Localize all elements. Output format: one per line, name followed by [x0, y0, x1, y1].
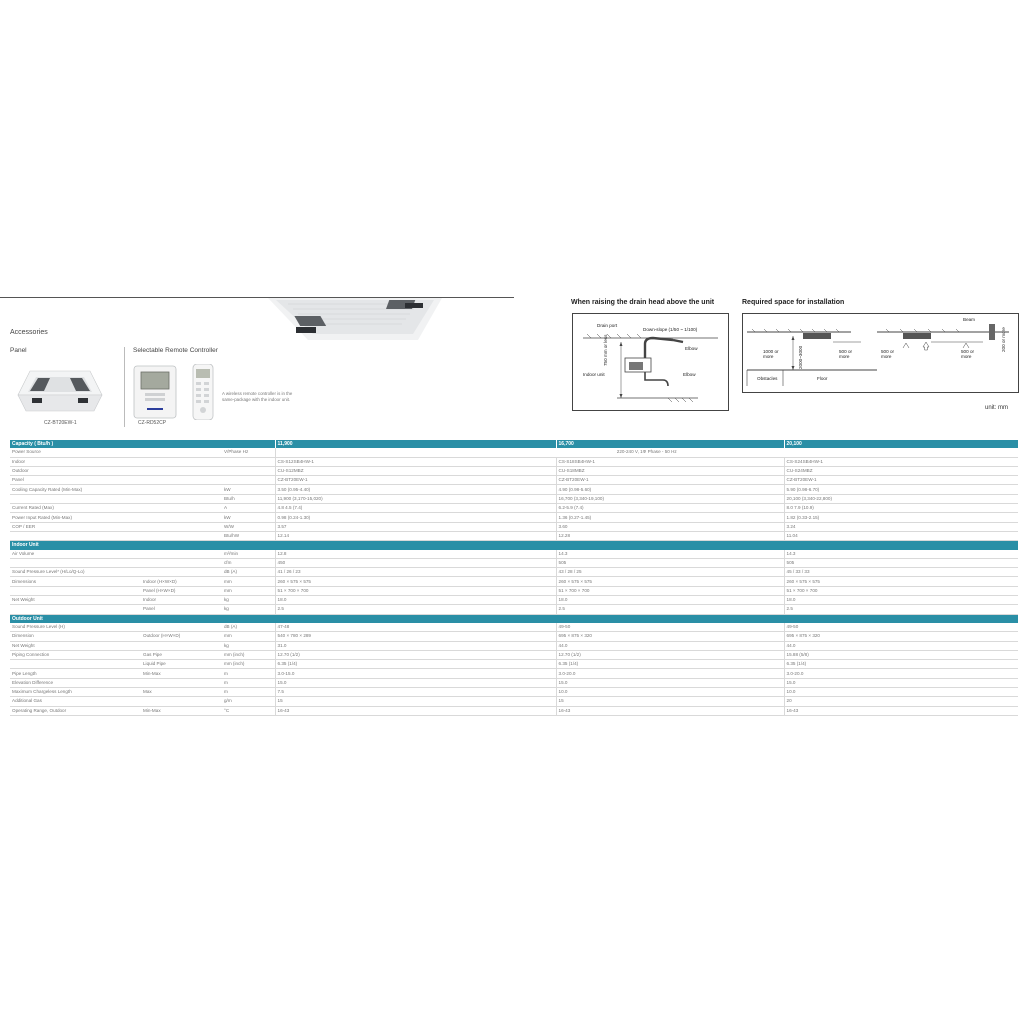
table-cell: 2.5 — [275, 605, 556, 614]
table-cell: 44.0 — [556, 641, 784, 650]
table-cell: 16,700 — [556, 440, 784, 448]
table-row — [10, 586, 1018, 595]
table-cell: 12.14 — [275, 531, 556, 540]
table-cell: m — [222, 669, 275, 678]
table-cell: Outdoor (H×W×D) — [141, 632, 222, 641]
table-cell: mm — [222, 577, 275, 586]
table-cell — [10, 586, 141, 595]
table-cell: Liquid Pipe — [141, 660, 222, 669]
table-cell: 3.0-15.0 — [275, 669, 556, 678]
space-2000-label: 2000~3000 — [798, 345, 803, 369]
table-row — [10, 650, 1018, 659]
table-cell: CS-S12SB4HW-1 — [275, 457, 556, 466]
table-cell: Current Rated (Max) — [10, 504, 222, 513]
table-cell — [10, 494, 222, 503]
table-row — [10, 678, 1018, 687]
table-cell: 16-43 — [784, 706, 1018, 715]
table-row — [10, 513, 1018, 522]
table-cell: Net Weight — [10, 596, 141, 605]
space-500a-label: 500 or more — [839, 349, 853, 359]
table-cell: CZ-BT20EW-1 — [784, 476, 1018, 485]
spec-table — [10, 440, 1018, 716]
table-row — [10, 632, 1018, 641]
table-row — [10, 660, 1018, 669]
table-cell: 18.0 — [275, 596, 556, 605]
table-row — [10, 457, 1018, 466]
remote-model: CZ-RD52CP — [138, 420, 167, 426]
table-cell: Sound Pressure Level* (H/Lo/Q-Lo) — [10, 568, 222, 577]
drain-diagram — [572, 313, 729, 411]
table-cell: Indoor — [141, 596, 222, 605]
table-cell: kW — [222, 513, 275, 522]
table-row — [10, 550, 1018, 559]
table-cell: Operating Range, Outdoor — [10, 706, 141, 715]
table-cell: 695 × 875 × 320 — [556, 632, 784, 641]
table-row — [10, 504, 1018, 513]
down-slope-label: Down-slope (1/50 ~ 1/100) — [643, 327, 698, 332]
table-cell: Power Input Rated (Min-Max) — [10, 513, 222, 522]
table-row — [10, 466, 1018, 475]
table-cell: 6.35 (1/4) — [556, 660, 784, 669]
table-cell: Indoor Unit — [10, 541, 1018, 550]
space-diagram — [742, 313, 1019, 393]
table-cell: g/m — [222, 697, 275, 706]
table-cell: CZ-BT20EW-1 — [275, 476, 556, 485]
table-cell: 5.90 (0.98-6.70) — [784, 485, 1018, 494]
table-cell: CU-S12MBZ — [275, 466, 556, 475]
table-cell: 260 × 575 × 575 — [784, 577, 1018, 586]
table-cell: 41 / 26 / 23 — [275, 568, 556, 577]
table-cell: 6.2-5.9 (7.4) — [556, 504, 784, 513]
table-cell: 20,100 — [784, 440, 1018, 448]
space-diagram-title: Required space for installation — [742, 299, 845, 306]
table-cell: kW — [222, 485, 275, 494]
table-cell: 1.82 (0.33-2.15) — [784, 513, 1018, 522]
table-cell: Dimension — [10, 632, 141, 641]
table-cell: 450 — [275, 558, 556, 567]
table-cell — [10, 531, 222, 540]
table-row — [10, 697, 1018, 706]
drain-port-label: Drain port — [597, 323, 618, 328]
table-cell: COP / EER — [10, 522, 222, 531]
cassette-unit-photo — [268, 298, 442, 340]
table-cell: CS-S24SB4HW-1 — [784, 457, 1018, 466]
table-cell: Maximum Chargeless Length — [10, 688, 141, 697]
unit-note: unit: mm — [985, 405, 1009, 411]
table-cell: Air Volume — [10, 550, 222, 559]
table-cell: Max — [141, 688, 222, 697]
table-cell: Panel — [10, 476, 275, 485]
table-cell: m — [222, 678, 275, 687]
table-cell: 20 — [784, 697, 1018, 706]
table-cell: 16,700 (3,340-19,100) — [556, 494, 784, 503]
table-cell: 20,100 (3,340-22,800) — [784, 494, 1018, 503]
table-cell: 14.3 — [556, 550, 784, 559]
table-row — [10, 476, 1018, 485]
table-cell: mm — [222, 586, 275, 595]
obstacles-label: Obstacles — [757, 376, 778, 381]
table-cell: CU-S18MBZ — [556, 466, 784, 475]
table-cell: CZ-BT20EW-1 — [556, 476, 784, 485]
table-cell: A — [222, 504, 275, 513]
table-row — [10, 531, 1018, 540]
table-cell: 44.0 — [784, 641, 1018, 650]
table-cell: Power Source — [10, 448, 222, 457]
table-cell: 51 × 700 × 700 — [784, 586, 1018, 595]
elbow-label-top: Elbow — [685, 346, 698, 351]
table-cell: 540 × 780 × 289 — [275, 632, 556, 641]
table-row — [10, 577, 1018, 586]
table-cell: Dimensions — [10, 577, 141, 586]
table-cell: 51 × 700 × 700 — [275, 586, 556, 595]
table-cell: 1.36 (0.27-1.45) — [556, 513, 784, 522]
table-cell: 16-43 — [275, 706, 556, 715]
table-cell: Pipe Length — [10, 669, 141, 678]
table-row — [10, 605, 1018, 614]
table-section-header — [10, 440, 1018, 448]
table-cell: 4.90 (0.98-5.60) — [556, 485, 784, 494]
table-cell: kg — [222, 605, 275, 614]
table-cell: 49-50 — [556, 623, 784, 632]
table-cell: Net Weight — [10, 641, 222, 650]
accessory-divider — [124, 347, 125, 427]
table-cell: 3.0-20.0 — [556, 669, 784, 678]
table-cell: m — [222, 688, 275, 697]
table-cell: 6.35 (1/4) — [784, 660, 1018, 669]
table-cell: 18.0 — [556, 596, 784, 605]
table-cell: 505 — [784, 558, 1018, 567]
table-cell: °C — [222, 706, 275, 715]
table-cell: Gas Pipe — [141, 650, 222, 659]
table-cell: mm — [222, 632, 275, 641]
remote-controller-image — [133, 364, 223, 420]
table-section-header — [10, 614, 1018, 623]
table-cell: dB (A) — [222, 568, 275, 577]
beam-label: Beam — [963, 317, 976, 322]
table-cell: V/Phase Hz — [222, 448, 275, 457]
table-row — [10, 706, 1018, 715]
table-cell: 505 — [556, 558, 784, 567]
space-1000-label: 1000 or more — [763, 349, 779, 359]
table-row — [10, 623, 1018, 632]
table-row — [10, 448, 1018, 457]
table-cell: Additional Gas — [10, 697, 222, 706]
table-row — [10, 596, 1018, 605]
table-cell: Outdoor — [10, 466, 275, 475]
table-cell: 31.0 — [275, 641, 556, 650]
table-cell: kg — [222, 641, 275, 650]
table-cell: 51 × 700 × 700 — [556, 586, 784, 595]
table-row — [10, 669, 1018, 678]
table-cell: 15.88 (5/8) — [784, 650, 1018, 659]
table-row — [10, 494, 1018, 503]
table-cell: 18.0 — [784, 596, 1018, 605]
elbow-label-bottom: Elbow — [683, 372, 696, 377]
table-cell: Min-Max — [141, 706, 222, 715]
table-cell: 14.3 — [784, 550, 1018, 559]
table-cell: 45 / 33 / 33 — [784, 568, 1018, 577]
table-cell: Capacity ( Btu/h ) — [10, 440, 275, 448]
table-cell — [10, 660, 141, 669]
table-cell: Panel (H×W×D) — [141, 586, 222, 595]
table-cell: 15.0 — [556, 678, 784, 687]
table-cell: 2.5 — [784, 605, 1018, 614]
table-cell: Min-Max — [141, 669, 222, 678]
table-cell: 11.04 — [784, 531, 1018, 540]
space-200-label: 200 or more — [1001, 327, 1006, 352]
table-cell: 12.28 — [556, 531, 784, 540]
table-cell: 15.0 — [275, 678, 556, 687]
panel-model: CZ-BT20EW-1 — [44, 420, 77, 426]
table-cell: 11,900 (3,170-15,020) — [275, 494, 556, 503]
table-cell: Indoor — [10, 457, 275, 466]
panel-label: Panel — [10, 347, 27, 354]
table-cell: 7.5 — [275, 688, 556, 697]
table-cell: 695 × 875 × 320 — [784, 632, 1018, 641]
table-cell: Cooling Capacity Rated (Min-Max) — [10, 485, 222, 494]
table-section-header — [10, 541, 1018, 550]
table-cell: 4.8 4.5 (7.4) — [275, 504, 556, 513]
table-row — [10, 688, 1018, 697]
table-cell — [10, 558, 222, 567]
remote-note: A wireless remote controller is in the same-package with the indoor unit. — [222, 391, 293, 402]
table-cell: 12.70 (1/2) — [556, 650, 784, 659]
table-cell: Panel — [141, 605, 222, 614]
table-cell: 47-48 — [275, 623, 556, 632]
table-cell: kg — [222, 596, 275, 605]
table-cell: 10.0 — [784, 688, 1018, 697]
table-cell: 220-240 V, 1Φ Phase - 50 Hz — [275, 448, 1018, 457]
table-cell: 3.60 — [556, 522, 784, 531]
table-cell: CU-S24MBZ — [784, 466, 1018, 475]
table-cell: Btu/hW — [222, 531, 275, 540]
table-cell: Elevation Difference — [10, 678, 222, 687]
table-cell: Sound Pressure Level (H) — [10, 623, 222, 632]
table-cell: 3.50 (0.95-4.40) — [275, 485, 556, 494]
table-cell: W/W — [222, 522, 275, 531]
table-row — [10, 641, 1018, 650]
table-cell: 15 — [556, 697, 784, 706]
table-cell: 2.5 — [556, 605, 784, 614]
height-label: 750 mm or less — [603, 334, 608, 366]
table-cell: Outdoor Unit — [10, 614, 1018, 623]
table-cell: 49-50 — [784, 623, 1018, 632]
table-cell: CS-S18SB4HW-1 — [556, 457, 784, 466]
space-500b-label: 500 or more — [881, 349, 895, 359]
table-cell: 16-43 — [556, 706, 784, 715]
table-cell: 260 × 575 × 575 — [275, 577, 556, 586]
table-cell: 3.24 — [784, 522, 1018, 531]
drain-diagram-title: When raising the drain head above the unit — [571, 299, 715, 306]
table-cell: 43 / 28 / 25 — [556, 568, 784, 577]
table-cell: 260 × 575 × 575 — [556, 577, 784, 586]
floor-label: Floor — [817, 376, 828, 381]
table-cell: 15 — [275, 697, 556, 706]
table-cell: cfm — [222, 558, 275, 567]
table-cell: 3.57 — [275, 522, 556, 531]
space-500c-label: 500 or more — [961, 349, 975, 359]
table-cell: 6.35 (1/4) — [275, 660, 556, 669]
table-cell: mm (inch) — [222, 650, 275, 659]
table-cell — [10, 605, 141, 614]
table-cell: 12.70 (1/2) — [275, 650, 556, 659]
table-cell: 8.0 7.9 (10.9) — [784, 504, 1018, 513]
table-cell: 10.0 — [556, 688, 784, 697]
table-cell: 0.98 (0.24-1.30) — [275, 513, 556, 522]
table-cell: 15.0 — [784, 678, 1018, 687]
table-cell: m³/min — [222, 550, 275, 559]
table-row — [10, 522, 1018, 531]
table-cell: Piping Connection — [10, 650, 141, 659]
table-cell: Btu/h — [222, 494, 275, 503]
table-row — [10, 558, 1018, 567]
table-cell: mm (inch) — [222, 660, 275, 669]
table-cell: dB (A) — [222, 623, 275, 632]
table-cell: 12.8 — [275, 550, 556, 559]
table-cell: 3.0-20.0 — [784, 669, 1018, 678]
remote-label: Selectable Remote Controller — [133, 347, 218, 354]
panel-image — [16, 365, 104, 415]
accessories-title: Accessories — [10, 329, 48, 336]
table-row — [10, 485, 1018, 494]
table-cell: 11,900 — [275, 440, 556, 448]
indoor-unit-label: Indoor unit — [583, 372, 605, 377]
table-row — [10, 568, 1018, 577]
table-cell: Indoor (H×W×D) — [141, 577, 222, 586]
